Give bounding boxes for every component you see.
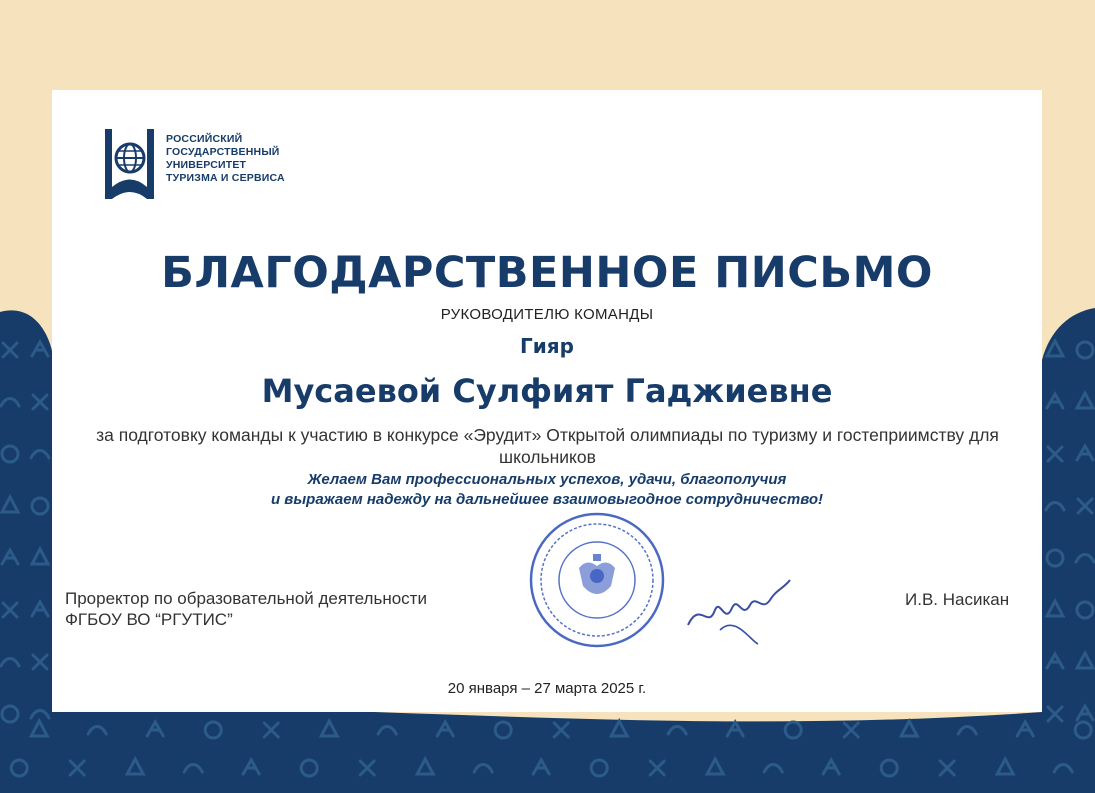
signer-name: И.В. Насикан [905,590,1010,609]
recipient-name: Мусаевой Сулфият Гаджиевне [261,372,833,410]
official-seal-icon [527,510,667,650]
university-name-line: ТУРИЗМА И СЕРВИСА [166,172,285,184]
signer-position-line: Проректор по образовательной деятельности [65,589,427,608]
university-name-line: РОССИЙСКИЙ [166,133,243,145]
reason-text: за подготовку команды к участию в конкурсе «Эрудит» Открытой олимпиады по туризму и гостеприимству для школьников [96,425,999,467]
university-emblem-icon [103,127,158,205]
wishes-text [52,470,1042,510]
university-name [166,133,326,185]
signer-organization: ФГБОУ ВО “РГУТИС” [65,610,233,629]
wishes-line: и выражаем надежду на дальнейшее взаимовыгодное сотрудничество! [270,491,824,508]
letter-title: БЛАГОДАРСТВЕННОЕ ПИСЬМО [161,248,933,298]
signer-position [65,588,535,630]
event-dates: 20 января – 27 марта 2025 г. [447,680,647,697]
university-name-line: ГОСУДАРСТВЕННЫЙ [166,146,280,158]
wishes-line: Желаем Вам профессиональных успехов, удачи, благополучия [307,471,787,488]
team-name: Гияр [520,334,574,358]
university-logo [103,127,303,205]
university-name-line: УНИВЕРСИТЕТ [166,159,247,171]
handwritten-signature-icon [680,570,800,650]
letter-subtitle: РУКОВОДИТЕЛЮ КОМАНДЫ [440,306,654,323]
